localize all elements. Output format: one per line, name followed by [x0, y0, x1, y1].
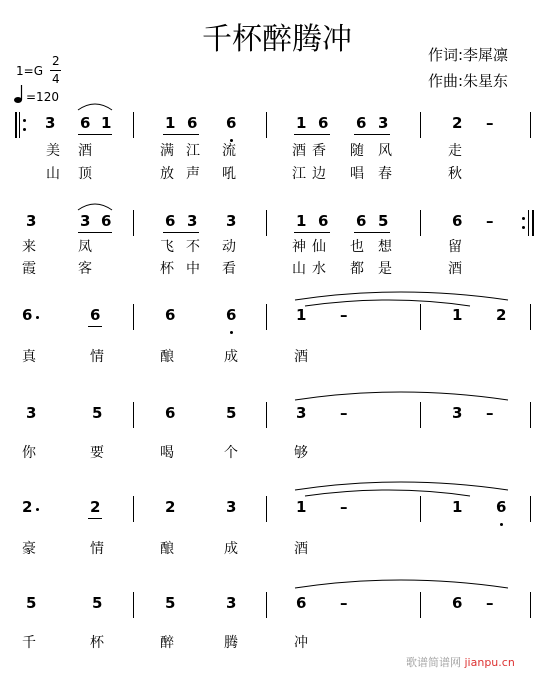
- watermark-text: 歌谱简谱网: [406, 656, 465, 669]
- note: 1: [296, 114, 307, 132]
- lyric: 江: [292, 166, 306, 182]
- barline: [133, 496, 134, 522]
- note: 2: [452, 114, 463, 132]
- note: 6: [165, 306, 176, 324]
- lyric: 风: [378, 143, 392, 159]
- note: 5: [26, 594, 37, 612]
- lyric: 美: [46, 143, 60, 159]
- note: 6: [187, 114, 198, 132]
- note: 6: [22, 306, 33, 324]
- lyric: 喝: [160, 445, 174, 461]
- composer-credit: 作曲:朱星东: [428, 72, 509, 90]
- barline: [133, 402, 134, 428]
- lyric: 腾: [224, 635, 238, 651]
- note: 3: [452, 404, 463, 422]
- lyric: 客: [78, 261, 92, 277]
- lyric: 冲: [294, 635, 308, 651]
- sustain-dash: –: [486, 212, 494, 230]
- lyric: 个: [224, 445, 238, 461]
- lyric: 秋: [448, 166, 462, 182]
- lyric: 随: [350, 143, 364, 159]
- low-octave-dot: [500, 523, 503, 526]
- barline: [133, 592, 134, 618]
- note: 3: [226, 212, 237, 230]
- note: 6: [101, 212, 112, 230]
- barline: [266, 496, 267, 522]
- note: 6: [226, 114, 237, 132]
- lyric: 山: [292, 261, 306, 277]
- note: 2: [496, 306, 507, 324]
- barline: [530, 592, 531, 618]
- lyric: 酒: [292, 143, 306, 159]
- note: 5: [226, 404, 237, 422]
- note: 5: [92, 594, 103, 612]
- sustain-dash: –: [486, 594, 494, 612]
- note: 1: [296, 212, 307, 230]
- eighth-underline: [163, 134, 199, 135]
- song-title: 千杯醉腾冲: [202, 22, 352, 57]
- barline: [266, 112, 267, 138]
- note: 1: [296, 498, 307, 516]
- barline: [266, 210, 267, 236]
- lyric: 唱: [350, 166, 364, 182]
- sustain-dash: –: [340, 498, 348, 516]
- note: 3: [378, 114, 389, 132]
- barline: [420, 210, 421, 236]
- eighth-underline: [354, 134, 390, 135]
- eighth-underline: [294, 232, 330, 233]
- barline: [133, 210, 134, 236]
- note: 6: [318, 114, 329, 132]
- lyric: 够: [294, 445, 308, 461]
- lyric: 神: [292, 239, 306, 255]
- barline: [133, 112, 134, 138]
- lyric: 成: [224, 349, 238, 365]
- lyric: 顶: [78, 166, 92, 182]
- note: 3: [26, 212, 37, 230]
- eighth-underline: [163, 232, 199, 233]
- lyric: 千: [22, 635, 36, 651]
- lyric: 酒: [294, 349, 308, 365]
- lyric: 江: [186, 143, 200, 159]
- barline: [266, 402, 267, 428]
- note: 6: [452, 212, 463, 230]
- key-signature: 1=G: [16, 64, 43, 78]
- lyric: 成: [224, 541, 238, 557]
- note: 1: [165, 114, 176, 132]
- lyric: 酒: [78, 143, 92, 159]
- lyric: 放: [160, 166, 174, 182]
- site-watermark: [406, 654, 515, 670]
- lyric: 酿: [160, 541, 174, 557]
- lyric: 酒: [294, 541, 308, 557]
- augmentation-dot: [36, 508, 39, 511]
- augmentation-dot: [36, 316, 39, 319]
- lyric: 留: [448, 239, 462, 255]
- lyric: 仙: [312, 239, 326, 255]
- lyric: 是: [378, 261, 392, 277]
- tempo-value: =120: [26, 90, 59, 104]
- lyric: 声: [186, 166, 200, 182]
- eighth-underline: [88, 326, 102, 327]
- lyric: 看: [222, 261, 236, 277]
- note: 6: [496, 498, 507, 516]
- sustain-dash: –: [340, 306, 348, 324]
- note: 3: [226, 594, 237, 612]
- note: 6: [165, 404, 176, 422]
- barline: [530, 112, 531, 138]
- lyric: 水: [312, 261, 326, 277]
- note: 3: [187, 212, 198, 230]
- note: 6: [356, 114, 367, 132]
- lyric: 酒: [448, 261, 462, 277]
- barline: [266, 592, 267, 618]
- barline: [420, 402, 421, 428]
- lyric: 醉: [160, 635, 174, 651]
- sustain-dash: –: [486, 114, 494, 132]
- lyric: 杯: [160, 261, 174, 277]
- repeat-dot: [522, 217, 525, 220]
- note: 3: [26, 404, 37, 422]
- note: 2: [165, 498, 176, 516]
- barline: [530, 402, 531, 428]
- lyric: 情: [90, 541, 104, 557]
- note: 5: [165, 594, 176, 612]
- note: 6: [165, 212, 176, 230]
- lyric: 也: [350, 239, 364, 255]
- lyric: 凤: [78, 239, 92, 255]
- barline: [530, 496, 531, 522]
- note: 6: [90, 306, 101, 324]
- note: 3: [296, 404, 307, 422]
- lyric: 满: [160, 143, 174, 159]
- lyric: 边: [312, 166, 326, 182]
- barline: [266, 304, 267, 330]
- note: 2: [90, 498, 101, 516]
- barline: [530, 304, 531, 330]
- lyric: 你: [22, 445, 36, 461]
- time-signature-top: 2: [52, 54, 60, 68]
- note: 6: [296, 594, 307, 612]
- repeat-dot: [522, 226, 525, 229]
- lyric: 真: [22, 349, 36, 365]
- note: 1: [452, 306, 463, 324]
- eighth-underline: [78, 232, 112, 233]
- repeat-start-barline: [15, 112, 17, 138]
- sustain-dash: –: [486, 404, 494, 422]
- note: 3: [45, 114, 56, 132]
- lyric: 想: [378, 239, 392, 255]
- barline: [420, 496, 421, 522]
- lyric: 山: [46, 166, 60, 182]
- barline: [133, 304, 134, 330]
- note: 1: [452, 498, 463, 516]
- sustain-dash: –: [340, 594, 348, 612]
- lyric: 来: [22, 239, 36, 255]
- repeat-end-thin-barline: [528, 210, 529, 236]
- lyric: 春: [378, 166, 392, 182]
- note: 6: [226, 306, 237, 324]
- note: 1: [101, 114, 112, 132]
- sustain-dash: –: [340, 404, 348, 422]
- time-signature-bottom: 4: [52, 72, 60, 86]
- eighth-underline: [88, 518, 102, 519]
- note: 6: [318, 212, 329, 230]
- lyric: 都: [350, 261, 364, 277]
- note: 3: [226, 498, 237, 516]
- note: 6: [356, 212, 367, 230]
- barline: [420, 112, 421, 138]
- note: 2: [22, 498, 33, 516]
- low-octave-dot: [230, 331, 233, 334]
- lyric: 动: [222, 239, 236, 255]
- lyric: 飞: [160, 239, 174, 255]
- lyric: 酿: [160, 349, 174, 365]
- repeat-start-thin-barline: [19, 112, 20, 138]
- note: 1: [296, 306, 307, 324]
- lyric: 霞: [22, 261, 36, 277]
- repeat-dot: [23, 128, 26, 131]
- note: 6: [452, 594, 463, 612]
- watermark-domain: jianpu.cn: [464, 656, 515, 669]
- repeat-dot: [23, 119, 26, 122]
- note: 3: [80, 212, 91, 230]
- lyric: 香: [312, 143, 326, 159]
- lyric: 吼: [222, 166, 236, 182]
- lyric: 不: [186, 239, 200, 255]
- barline: [420, 304, 421, 330]
- note: 5: [378, 212, 389, 230]
- repeat-end-barline: [532, 210, 534, 236]
- eighth-underline: [294, 134, 330, 135]
- lyric: 要: [90, 445, 104, 461]
- lyric: 情: [90, 349, 104, 365]
- lyric: 豪: [22, 541, 36, 557]
- lyricist-credit: 作词:李犀凛: [428, 46, 509, 64]
- barline: [420, 592, 421, 618]
- lyric: 中: [186, 261, 200, 277]
- note: 6: [80, 114, 91, 132]
- eighth-underline: [78, 134, 112, 135]
- note: 5: [92, 404, 103, 422]
- lyric: 流: [222, 143, 236, 159]
- lyric: 杯: [90, 635, 104, 651]
- eighth-underline: [354, 232, 390, 233]
- lyric: 走: [448, 143, 462, 159]
